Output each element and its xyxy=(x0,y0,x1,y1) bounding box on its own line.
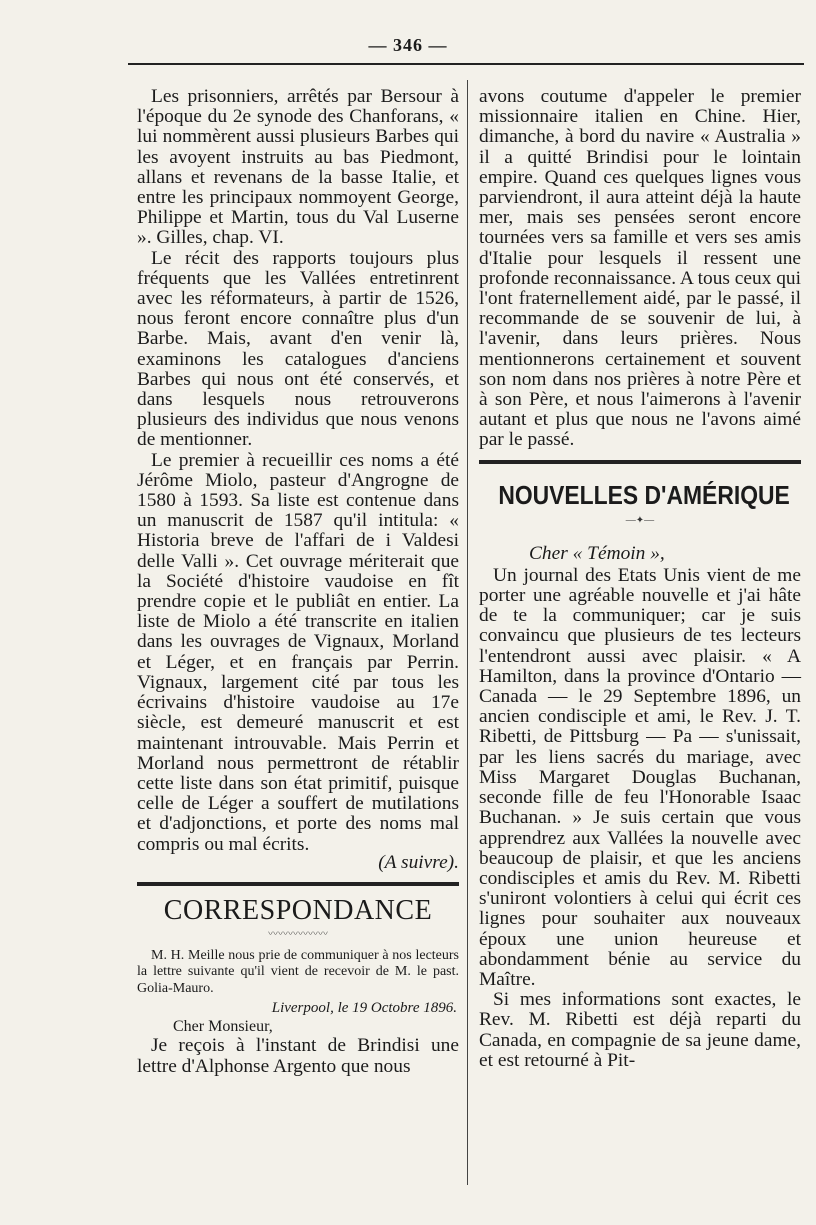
heading-ornament: —✦— xyxy=(625,514,655,526)
heading-ornament: 〰〰〰〰〰〰 xyxy=(268,928,328,940)
section-rule xyxy=(479,460,801,464)
letter-body: Je reçois à l'instant de Brindisi une lettre d'Alphonse Argento que nous xyxy=(137,1035,459,1077)
header-rule xyxy=(128,63,804,65)
letter-continuation: avons coutume d'appeler le premier missionnaire italien en Chine. Hier, dimanche, à bord du navire « Australia » il a quitté Brindisi pour le lointain empire. Quand ces quelques lignes vous parviendront, il aura atteint déjà la haute mer, mais ses pensées seront encore tournées vers sa famille et vers ses amis d'Italie pour lesquels il ressent une profonde reconnaissance. A tous ceux qui l'ont fraternellement aidé, par le passé, il recommande de se souvenir de lui, à l'avenir, dans leurs prières. Nous mentionnerons certainement et souvent son nom dans nos prières à notre Père et à son Père, et nous l'aimerons à l'avenir autant et plus que nous ne l'avons aimé par le passé. xyxy=(479,86,802,451)
letter-dateline: Liverpool, le 19 Octobre 1896. xyxy=(271,1000,457,1017)
continued-note: (A suivre). xyxy=(378,851,459,873)
section-rule xyxy=(137,882,459,886)
article-paragraph: Un journal des Etats Unis vient de me porter une agréable nouvelle et j'ai hâte de te la communiquer; car je suis convaincu que plusieurs de tes lecteurs l'entendront aussi avec plaisir. « A Hamilton, dans la province d'Ontario — Canada — le 29 Septembre 1896, un ancien condisciple et ami, le Rev. J. T. Ribetti, de Pittsburg — Pa — s'unissait, par les liens sacrés du mariage, avec Miss Margaret Douglas Buchanan, seconde fille de feu l'Honorable Isaac Buchanan. » Je suis certain que vous apprendrez aux Vallées la nouvelle avec beaucoup de plaisir, et que les anciens condisciples et amis du Rev. M. Ribetti s'uniront volontiers à celui qui écrit ces lignes pour souhaiter aux nouveaux époux une union heureuse et abondamment bénie au service du Maître. xyxy=(479,564,801,990)
right-column xyxy=(479,87,801,1071)
article-paragraph: Le récit des rapports toujours plus fréquents que les Vallées entretinrent avec les réformateurs, à partir de 1526, nous feront encore connaître plus d'un Barbe. Mais, avant d'en venir là, examinons les catalogues d'anciens Barbes qui nous ont été conservés, et dans lesquels nous retrouverons plusieurs des individus que nous venons de mentionner. xyxy=(137,247,459,451)
section-heading-nouvelles: NOUVELLES D'AMÉRIQUE xyxy=(498,479,790,510)
left-column xyxy=(137,87,459,1077)
letter-salutation: Cher Monsieur, xyxy=(173,1018,273,1036)
editor-intro: M. H. Meille nous prie de communiquer à nos lecteurs la lettre suivante qu'il vient de recevoir de M. le past. Golia-Mauro. xyxy=(137,947,459,996)
article-paragraph: Si mes informations sont exactes, le Rev. M. Ribetti est déjà reparti du Canada, en compagnie de sa jeune dame, et est retourné à Pit- xyxy=(479,989,801,1071)
page-number: — 346 — xyxy=(368,35,448,55)
letter-salutation: Cher « Témoin », xyxy=(529,542,665,564)
column-divider xyxy=(467,80,468,1185)
article-paragraph: Le premier à recueillir ces noms a été Jérôme Miolo, pasteur d'Angrogne de 1580 à 1593. Sa liste est contenue dans un manuscrit de 1587 qu'il intitula: « Historia breve de l'affari de i Valdesi delle Valli ». Cet ouvrage mériterait que la Société d'histoire vaudoise en fît prendre copie et le publiât en entier. La liste de Miolo a été transcrite en italien dans les ouvrages de Vignaux, Morland et Léger, et en français par Perrin. Vignaux, largement cité par tous les écrivains d'histoire vaudoise au 17e siècle, est demeuré manuscrit et est maintenant introuvable. Mais Perrin et Morland nous permettront de rétablir cette liste dans son état primitif, puisque celle de Léger a souffert de mutilations et d'adjonctions, et porte des noms mal compris ou mal écrits. xyxy=(137,449,459,855)
section-heading-correspondance: CORRESPONDANCE xyxy=(163,894,433,926)
article-paragraph: Les prisonniers, arrêtés par Bersour à l'époque du 2e synode des Chanforans, « lui nommèrent aussi plusieurs Barbes qui les avoyent instruits au bas Piedmont, allans et revenans de la basse Italie, et entre les principaux nommoyent George, Philippe et Martin, tous du Val Luserne ». Gilles, chap. VI. xyxy=(137,86,459,249)
